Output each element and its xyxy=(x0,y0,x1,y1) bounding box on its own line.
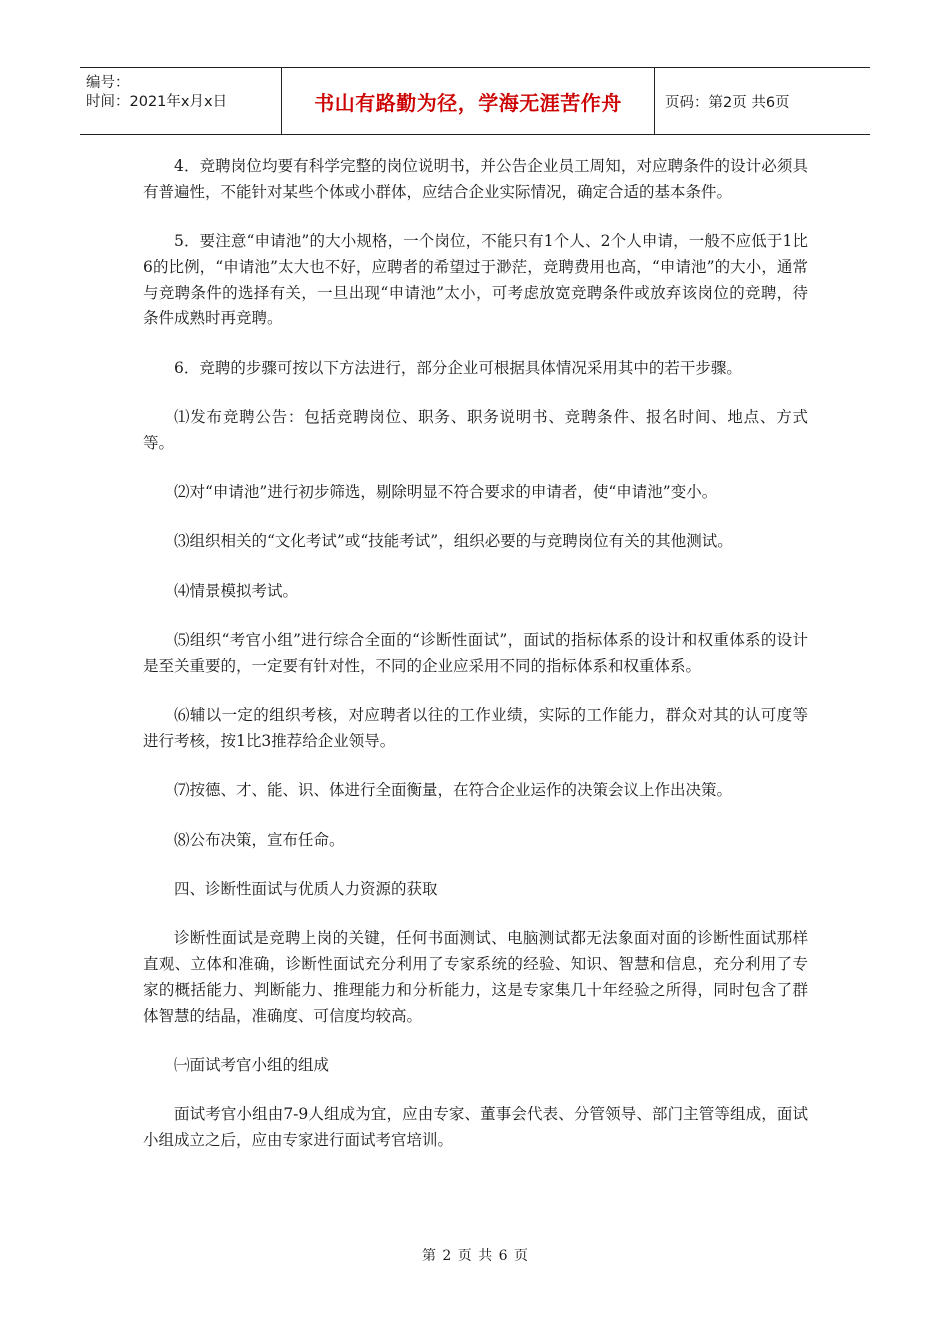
header-page-cell xyxy=(655,68,870,134)
step-5: ⑸组织“考官小组”进行综合全面的“诊断性面试”，面试的指标体系的设计和权重体系的设计是至关重要的，一定要有针对性，不同的企业应采用不同的指标体系和权重体系。 xyxy=(143,631,808,675)
header-motto: 书山有路勤为径，学海无涯苦作舟 xyxy=(314,90,622,115)
paragraph-item-5: 5．要注意“申请池”的大小规格，一个岗位，不能只有1个人、2个人申请，一般不应低于1比6的比例，“申请池”太大也不好，应聘者的希望过于渺茫，竞聘费用也高，“申请池”的大小，通常与竞聘条件的选择有关，一旦出现“申请池”太小，可考虑放宽竞聘条件或放弃该岗位的竞聘，待条件成熟时再竞聘。 xyxy=(143,232,808,328)
section-4-intro-paragraph: 诊断性面试是竞聘上岗的关键，任何书面测试、电脑测试都无法象面对面的诊断性面试那样直观、立体和准确，诊断性面试充分利用了专家系统的经验、知识、智慧和信息，充分利用了专家的概括能力、判断能力、推理能力和分析能力，这是专家集几十年经验之所得，同时包含了群体智慧的结晶，准确度、可信度均较高。 xyxy=(143,929,808,1025)
page-header xyxy=(80,67,870,135)
header-motto-cell xyxy=(282,68,655,134)
document-body xyxy=(143,154,808,1177)
step-2: ⑵对“申请池”进行初步筛选，剔除明显不符合要求的申请者，使“申请池”变小。 xyxy=(174,483,718,502)
section-heading-4: 四、诊断性面试与优质人力资源的获取 xyxy=(174,879,438,898)
paragraph-item-6: 6．竞聘的步骤可按以下方法进行，部分企业可根据具体情况采用其中的若干步骤。 xyxy=(174,358,742,377)
header-meta-cell xyxy=(80,68,282,134)
step-4: ⑷情景模拟考试。 xyxy=(174,581,299,600)
step-3: ⑶组织相关的“文化考试”或“技能考试”，组织必要的与竞聘岗位有关的其他测试。 xyxy=(174,532,733,551)
subsection-1-paragraph: 面试考官小组由7-9人组成为宜，应由专家、董事会代表、分管领导、部门主管等组成，面试小组成立之后，应由专家进行面试考官培训。 xyxy=(143,1105,808,1149)
page-footer xyxy=(0,1245,950,1265)
footer-page-number: 第 2 页 共 6 页 xyxy=(421,1248,529,1264)
document-date: 时间：2021年x月x日 xyxy=(86,94,228,110)
step-6: ⑹辅以一定的组织考核，对应聘者以往的工作业绩，实际的工作能力，群众对其的认可度等进行考核，按1比3推荐给企业领导。 xyxy=(143,706,808,750)
step-8: ⑻公布决策，宣布任命。 xyxy=(174,830,345,849)
document-number-label: 编号： xyxy=(86,75,130,91)
step-7: ⑺按德、才、能、识、体进行全面衡量，在符合企业运作的决策会议上作出决策。 xyxy=(174,781,733,800)
paragraph-item-4: 4．竞聘岗位均要有科学完整的岗位说明书，并公告企业员工周知，对应聘条件的设计必须具有普遍性，不能针对某些个体或小群体，应结合企业实际情况，确定合适的基本条件。 xyxy=(143,157,808,201)
header-page-code: 页码：第2页 共6页 xyxy=(665,94,790,111)
step-1: ⑴发布竞聘公告：包括竞聘岗位、职务、职务说明书、竞聘条件、报名时间、地点、方式等。 xyxy=(143,408,808,452)
subsection-heading-1: ㈠面试考官小组的组成 xyxy=(174,1055,330,1074)
